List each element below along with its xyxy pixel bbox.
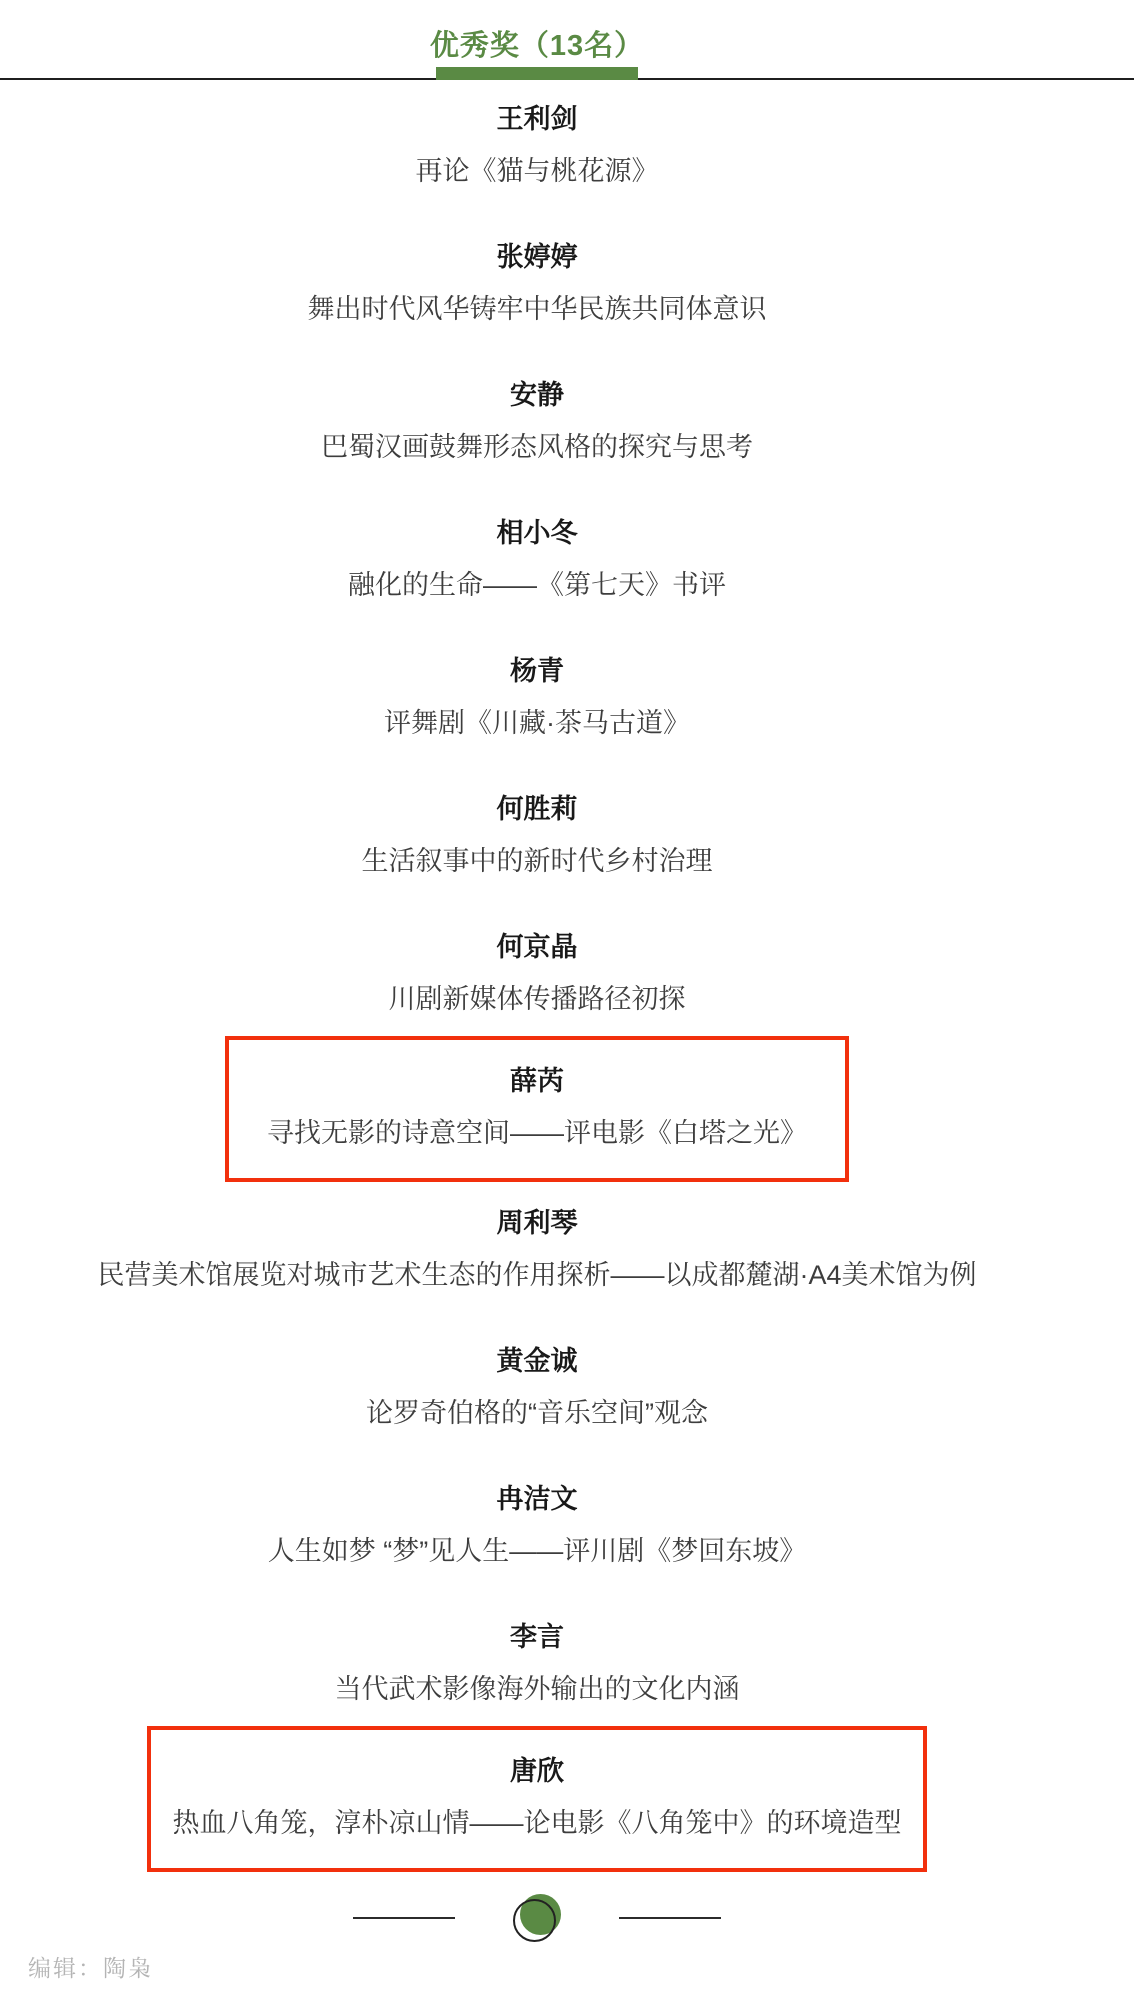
section-header <box>0 0 1074 80</box>
winner-name: 周利琴 <box>496 1208 578 1238</box>
winner-work-title: 舞出时代风华铸牢中华民族共同体意识 <box>307 294 767 324</box>
winner-name: 安静 <box>510 380 564 410</box>
winner-name: 黄金诚 <box>496 1346 578 1376</box>
winner-entry <box>0 238 1074 328</box>
winner-name: 王利剑 <box>496 104 578 134</box>
winner-entry <box>0 928 1074 1018</box>
winner-work-title: 融化的生命——《第七天》书评 <box>348 570 726 600</box>
outline-circle-icon <box>513 1899 556 1942</box>
winner-work-title: 当代武术影像海外输出的文化内涵 <box>334 1674 740 1704</box>
winner-entry <box>0 790 1074 880</box>
divider-circles-icon <box>513 1894 561 1942</box>
winner-entry <box>0 514 1074 604</box>
winner-name: 何胜莉 <box>496 794 578 824</box>
winner-entry-highlighted <box>225 1036 849 1182</box>
winner-work-title: 生活叙事中的新时代乡村治理 <box>361 846 713 876</box>
winner-entry <box>0 1342 1074 1432</box>
section-title: 优秀奖（13名） <box>429 30 645 62</box>
winner-entry <box>0 652 1074 742</box>
winner-entry <box>0 1480 1074 1570</box>
divider-line-left <box>353 1917 455 1919</box>
winner-name: 相小冬 <box>496 518 578 548</box>
end-divider <box>0 1894 1074 1942</box>
winner-entry <box>0 376 1074 466</box>
winner-list <box>0 80 1074 1872</box>
winner-name: 冉洁文 <box>496 1484 578 1514</box>
winner-entry <box>0 100 1074 190</box>
winner-work-title: 川剧新媒体传播路径初探 <box>388 984 686 1014</box>
editor-credit: 编辑：陶枭 <box>28 1955 153 1981</box>
winner-name: 张婷婷 <box>496 242 578 272</box>
winner-name: 唐欣 <box>510 1756 564 1786</box>
title-underline-bar <box>436 67 638 80</box>
winner-work-title: 寻找无影的诗意空间——评电影《白塔之光》 <box>267 1118 807 1148</box>
winner-work-title: 热血八角笼，淳朴凉山情——论电影《八角笼中》的环境造型 <box>172 1808 902 1838</box>
winner-entry <box>0 1204 1074 1294</box>
winner-work-title: 评舞剧《川藏·茶马古道》 <box>384 708 690 738</box>
winner-work-title: 民营美术馆展览对城市艺术生态的作用探析——以成都麓湖·A4美术馆为例 <box>97 1260 977 1290</box>
winner-work-title: 人生如梦 “梦”见人生——评川剧《梦回东坡》 <box>267 1536 807 1566</box>
divider-line-right <box>619 1917 721 1919</box>
winner-work-title: 再论《猫与桃花源》 <box>415 156 659 186</box>
winner-work-title: 巴蜀汉画鼓舞形态风格的探究与思考 <box>321 432 753 462</box>
winner-entry-highlighted <box>147 1726 927 1872</box>
winner-name: 李言 <box>510 1622 564 1652</box>
winner-name: 杨青 <box>510 656 564 686</box>
winner-entry <box>0 1618 1074 1708</box>
winner-name: 薛芮 <box>510 1066 564 1096</box>
winner-work-title: 论罗奇伯格的“音乐空间”观念 <box>366 1398 708 1428</box>
winner-name: 何京晶 <box>496 932 578 962</box>
